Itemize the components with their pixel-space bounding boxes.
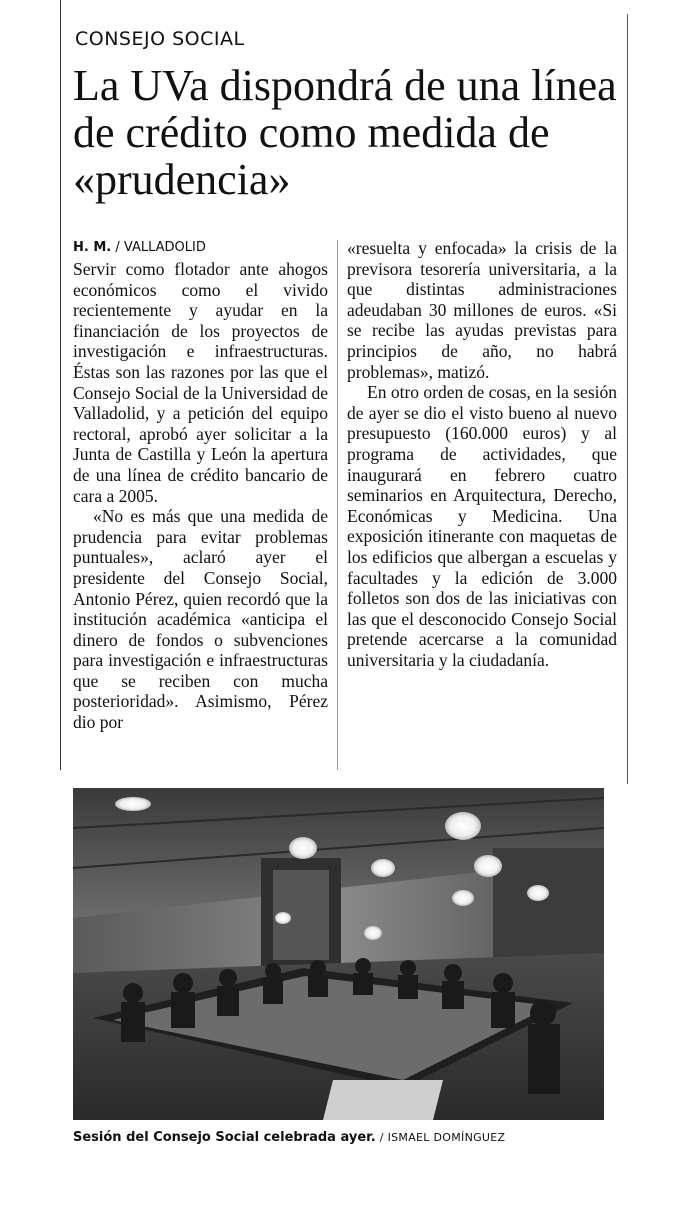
article-paragraph: Servir como flotador ante ahogos económicos como el vivido recientemente y ayudar en la financiación de los proyectos de investigación e infraestructuras. Éstas son las razones por las que el Consejo Social de la Universidad de Valladolid, y a petición del equipo rectoral, aprobó ayer solicitar a la Junta de Castilla y León la apertura de una línea de crédito bancario de cara a 2005. <box>73 259 328 506</box>
article-column-right <box>347 238 617 670</box>
photo-credit: / ISMAEL DOMÍNGUEZ <box>379 1131 506 1144</box>
photo-caption <box>73 1130 505 1145</box>
byline-location: / VALLADOLID <box>115 240 206 255</box>
meeting-photo <box>73 788 604 1120</box>
column-divider <box>337 240 338 770</box>
headline: La UVa dispondrá de una línea de crédito como medida de «prudencia» <box>73 61 617 204</box>
article-paragraph: «No es más que una medida de prudencia para evitar problemas puntuales», aclaró ayer el presidente del Consejo Social, Antonio Pérez, quien recordó que la institución académica «anticipa el dinero de fondos o subvenciones para investigación e infraestructuras que se reciben con mucha posterioridad». Asimismo, Pérez dio por <box>73 506 328 733</box>
article-column-left <box>73 238 328 733</box>
caption-text: Sesión del Consejo Social celebrada ayer. <box>73 1130 376 1145</box>
article-paragraph: «resuelta y enfocada» la crisis de la previsora tesorería universitaria, a la que distintas administraciones adeudaban 30 millones de euros. «Si se recibe las ayudas previstas para principios de año, no habrá problemas», matizó. <box>347 238 617 382</box>
article-paragraph: En otro orden de cosas, en la sesión de ayer se dio el visto bueno al nuevo presupuesto (160.000 euros) y al programa de actividades, que inaugurará en febrero cuatro seminarios en Arquitectura, Derecho, Económicas y Medicina. Una exposición itinerante con maquetas de los edificios que albergan a escuelas y facultades y la edición de 3.000 folletos son dos de las iniciativas con las que el desconocido Consejo Social pretende acercarse a la comunidad universitaria y la ciudadanía. <box>347 382 617 670</box>
byline-author: H. M. <box>73 240 112 255</box>
byline <box>73 238 328 258</box>
section-label: CONSEJO SOCIAL <box>75 28 245 50</box>
left-column-rule <box>60 0 61 770</box>
